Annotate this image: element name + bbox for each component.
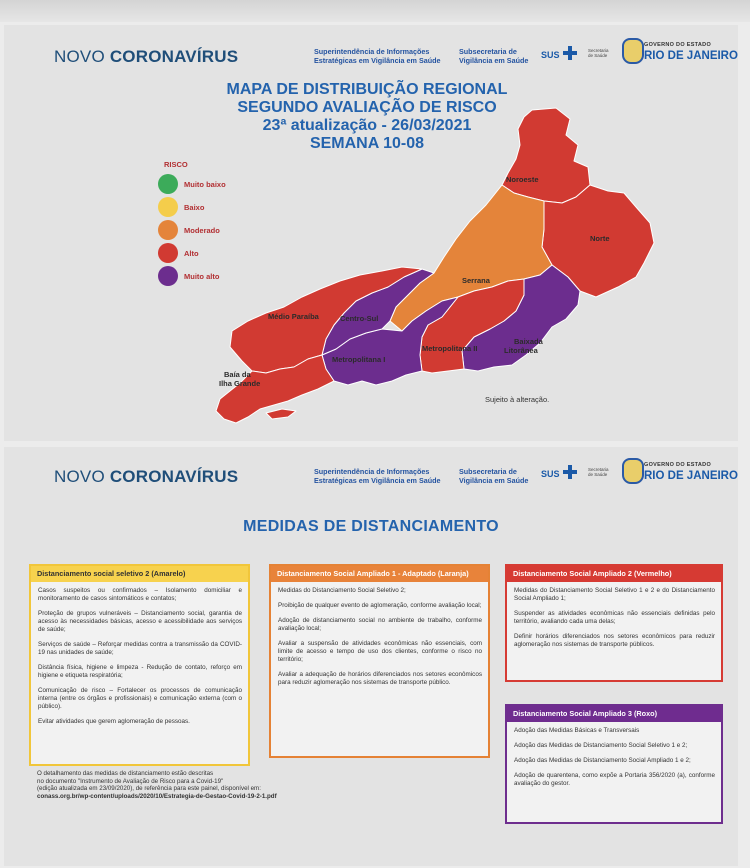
list-item: Medidas do Distanciamento Social Seletivo 1 e 2 e do Distanciamento Social Ampliado 1; xyxy=(514,587,715,602)
governo-big: RIO DE JANEIRO xyxy=(644,50,738,62)
footnote-link[interactable]: conass.org.br/wp-content/uploads/2020/10/Estrategia-de-Gestao-Covid-19-2-1.pdf xyxy=(37,792,277,800)
governo-big: RIO DE JANEIRO xyxy=(644,470,738,482)
label-medio-paraiba: Médio Paraíba xyxy=(268,312,319,321)
list-item: Casos suspeitos ou confirmados – Isolamento domiciliar e monitoramento de casos sintomáticos e contatos; xyxy=(38,587,242,602)
sus-logo: SUS xyxy=(541,469,560,479)
subsecretaria-text: Subsecretaria de Vigilância em Saúde xyxy=(459,467,529,485)
secretaria-text: Secretaria de Saúde xyxy=(588,48,609,58)
sus-cross-icon xyxy=(563,465,577,479)
legend-title: RISCO xyxy=(164,160,188,169)
list-item: Adoção das Medidas de Distanciamento Social Seletivo 1 e 2; xyxy=(514,742,688,749)
top-strip xyxy=(0,0,750,22)
legend-item: Baixo xyxy=(158,197,204,217)
list-item: Adoção de distanciamento social no ambiente de trabalho, conforme avaliação local; xyxy=(278,617,482,632)
coat-of-arms-icon xyxy=(622,458,644,484)
legend-item: Moderado xyxy=(158,220,220,240)
map-slide xyxy=(4,25,738,441)
list-item: Serviços de saúde – Reforçar medidas contra a transmissão da COVID-19 nas unidades de saúde; xyxy=(38,641,242,656)
subsecretaria-text: Subsecretaria de Vigilância em Saúde xyxy=(459,47,529,65)
label-baixada-1: Baixada xyxy=(514,337,543,346)
list-item: Adoção das Medidas Básicas e Transversais xyxy=(514,727,640,734)
subject-to-change-note: Sujeito à alteração. xyxy=(485,395,550,404)
superintendencia-text: Superintendência de Informações Estratégicas em Vigilância em Saúde xyxy=(314,467,441,485)
superintendencia-text: Superintendência de Informações Estratégicas em Vigilância em Saúde xyxy=(314,47,441,65)
list-item: Distância física, higiene e limpeza - Redução de contato, reforço em higiene e etiqueta respiratória; xyxy=(38,664,242,679)
label-baia-1: Baía da xyxy=(224,370,251,379)
label-serrana: Serrana xyxy=(462,276,490,285)
legend-item: Muito alto xyxy=(158,266,219,286)
list-item: Avaliar a adequação de horários diferenciados nos setores econômicos para reduzir aglomeração nos sistemas de transporte público. xyxy=(278,671,482,686)
list-item: Adoção das Medidas de Distanciamento Social Ampliado 1 e 2; xyxy=(514,757,691,764)
footnote: O detalhamento das medidas de distanciamento estão descritas no documento "Instrumento de Avaliação de Risco para a Covid-19" (edição atualizada em 23/09/2020), de referência para este painel, disponível em: conass.org.br/wp-content/uploads/2020/10/Estrategia-de-Gestao-Covid-19-2-1.pdf xyxy=(37,770,337,800)
list-item: Evitar atividades que gerem aglomeração de pessoas. xyxy=(38,718,190,725)
box-laranja-header: Distanciamento Social Ampliado 1 - Adaptado (Laranja) xyxy=(271,566,488,582)
map-title: MAPA DE DISTRIBUIÇÃO REGIONAL SEGUNDO AVALIAÇÃO DE RISCO 23ª atualização - 26/03/2021 SEMANA 10-08 xyxy=(226,81,508,152)
list-item: Comunicação de risco – Fortalecer os processos de comunicação interna (entre os órgãos e profissionais) e comunicação externa (com o público). xyxy=(38,687,242,710)
box-roxo xyxy=(505,704,723,824)
label-metro-i: Metropolitana I xyxy=(332,355,386,364)
governo-small: GOVERNO DO ESTADO xyxy=(644,462,712,468)
medidas-title: MEDIDAS DE DISTANCIAMENTO xyxy=(243,518,499,535)
label-metro-ii: Metropolitana II xyxy=(422,344,478,353)
region-ilha-grande-island xyxy=(266,409,296,419)
legend-item: Muito baixo xyxy=(158,174,226,194)
box-roxo-header: Distanciamento Social Ampliado 3 (Roxo) xyxy=(507,706,721,722)
label-norte: Norte xyxy=(590,234,610,243)
label-centro-sul: Centro-Sul xyxy=(340,314,379,323)
sus-logo: SUS xyxy=(541,50,560,60)
list-item: Avaliar a suspensão de atividades econômicas não essenciais, com limite de acesso e tempo de uso dos clientes, conforme o risco no território; xyxy=(278,640,482,663)
label-noroeste: Noroeste xyxy=(506,175,539,184)
label-baixada-2: Litorânea xyxy=(504,346,538,355)
list-item: Proteção de grupos vulneráveis – Distanciamento social, garantia de acesso às necessidades básicas, acesso e acessibilidade aos serviços de saúde; xyxy=(38,610,242,633)
header-title: NOVO CORONAVÍRUS xyxy=(54,467,239,486)
list-item: Suspender as atividades econômicas não essenciais definidas pelo território, avaliando cada uma delas; xyxy=(514,610,715,625)
box-vermelho xyxy=(505,564,723,682)
list-item: Definir horários diferenciados nos setores econômicos para reduzir aglomeração nos sistemas de transporte públicos. xyxy=(514,633,715,648)
list-item: Adoção de quarentena, como expõe a Portaria 356/2020 (a), conforme avaliação do gestor. xyxy=(514,772,715,787)
secretaria-text: Secretaria de Saúde xyxy=(588,467,609,477)
list-item: Proibição de qualquer evento de aglomeração, conforme avaliação local; xyxy=(278,602,482,609)
box-laranja xyxy=(269,564,490,758)
list-item: Medidas do Distanciamento Social Seletivo 2; xyxy=(278,587,406,594)
legend-item: Alto xyxy=(158,243,199,263)
box-amarelo xyxy=(29,564,250,766)
regional-risk-map xyxy=(4,25,738,441)
governo-small: GOVERNO DO ESTADO xyxy=(644,42,712,48)
label-baia-2: Ilha Grande xyxy=(219,379,261,388)
medidas-slide xyxy=(4,447,738,866)
header-title: NOVO CORONAVÍRUS xyxy=(54,47,239,66)
region-noroeste xyxy=(502,108,590,203)
box-vermelho-header: Distanciamento Social Ampliado 2 (Vermelho) xyxy=(507,566,721,582)
box-amarelo-header: Distanciamento social seletivo 2 (Amarelo) xyxy=(31,566,248,582)
